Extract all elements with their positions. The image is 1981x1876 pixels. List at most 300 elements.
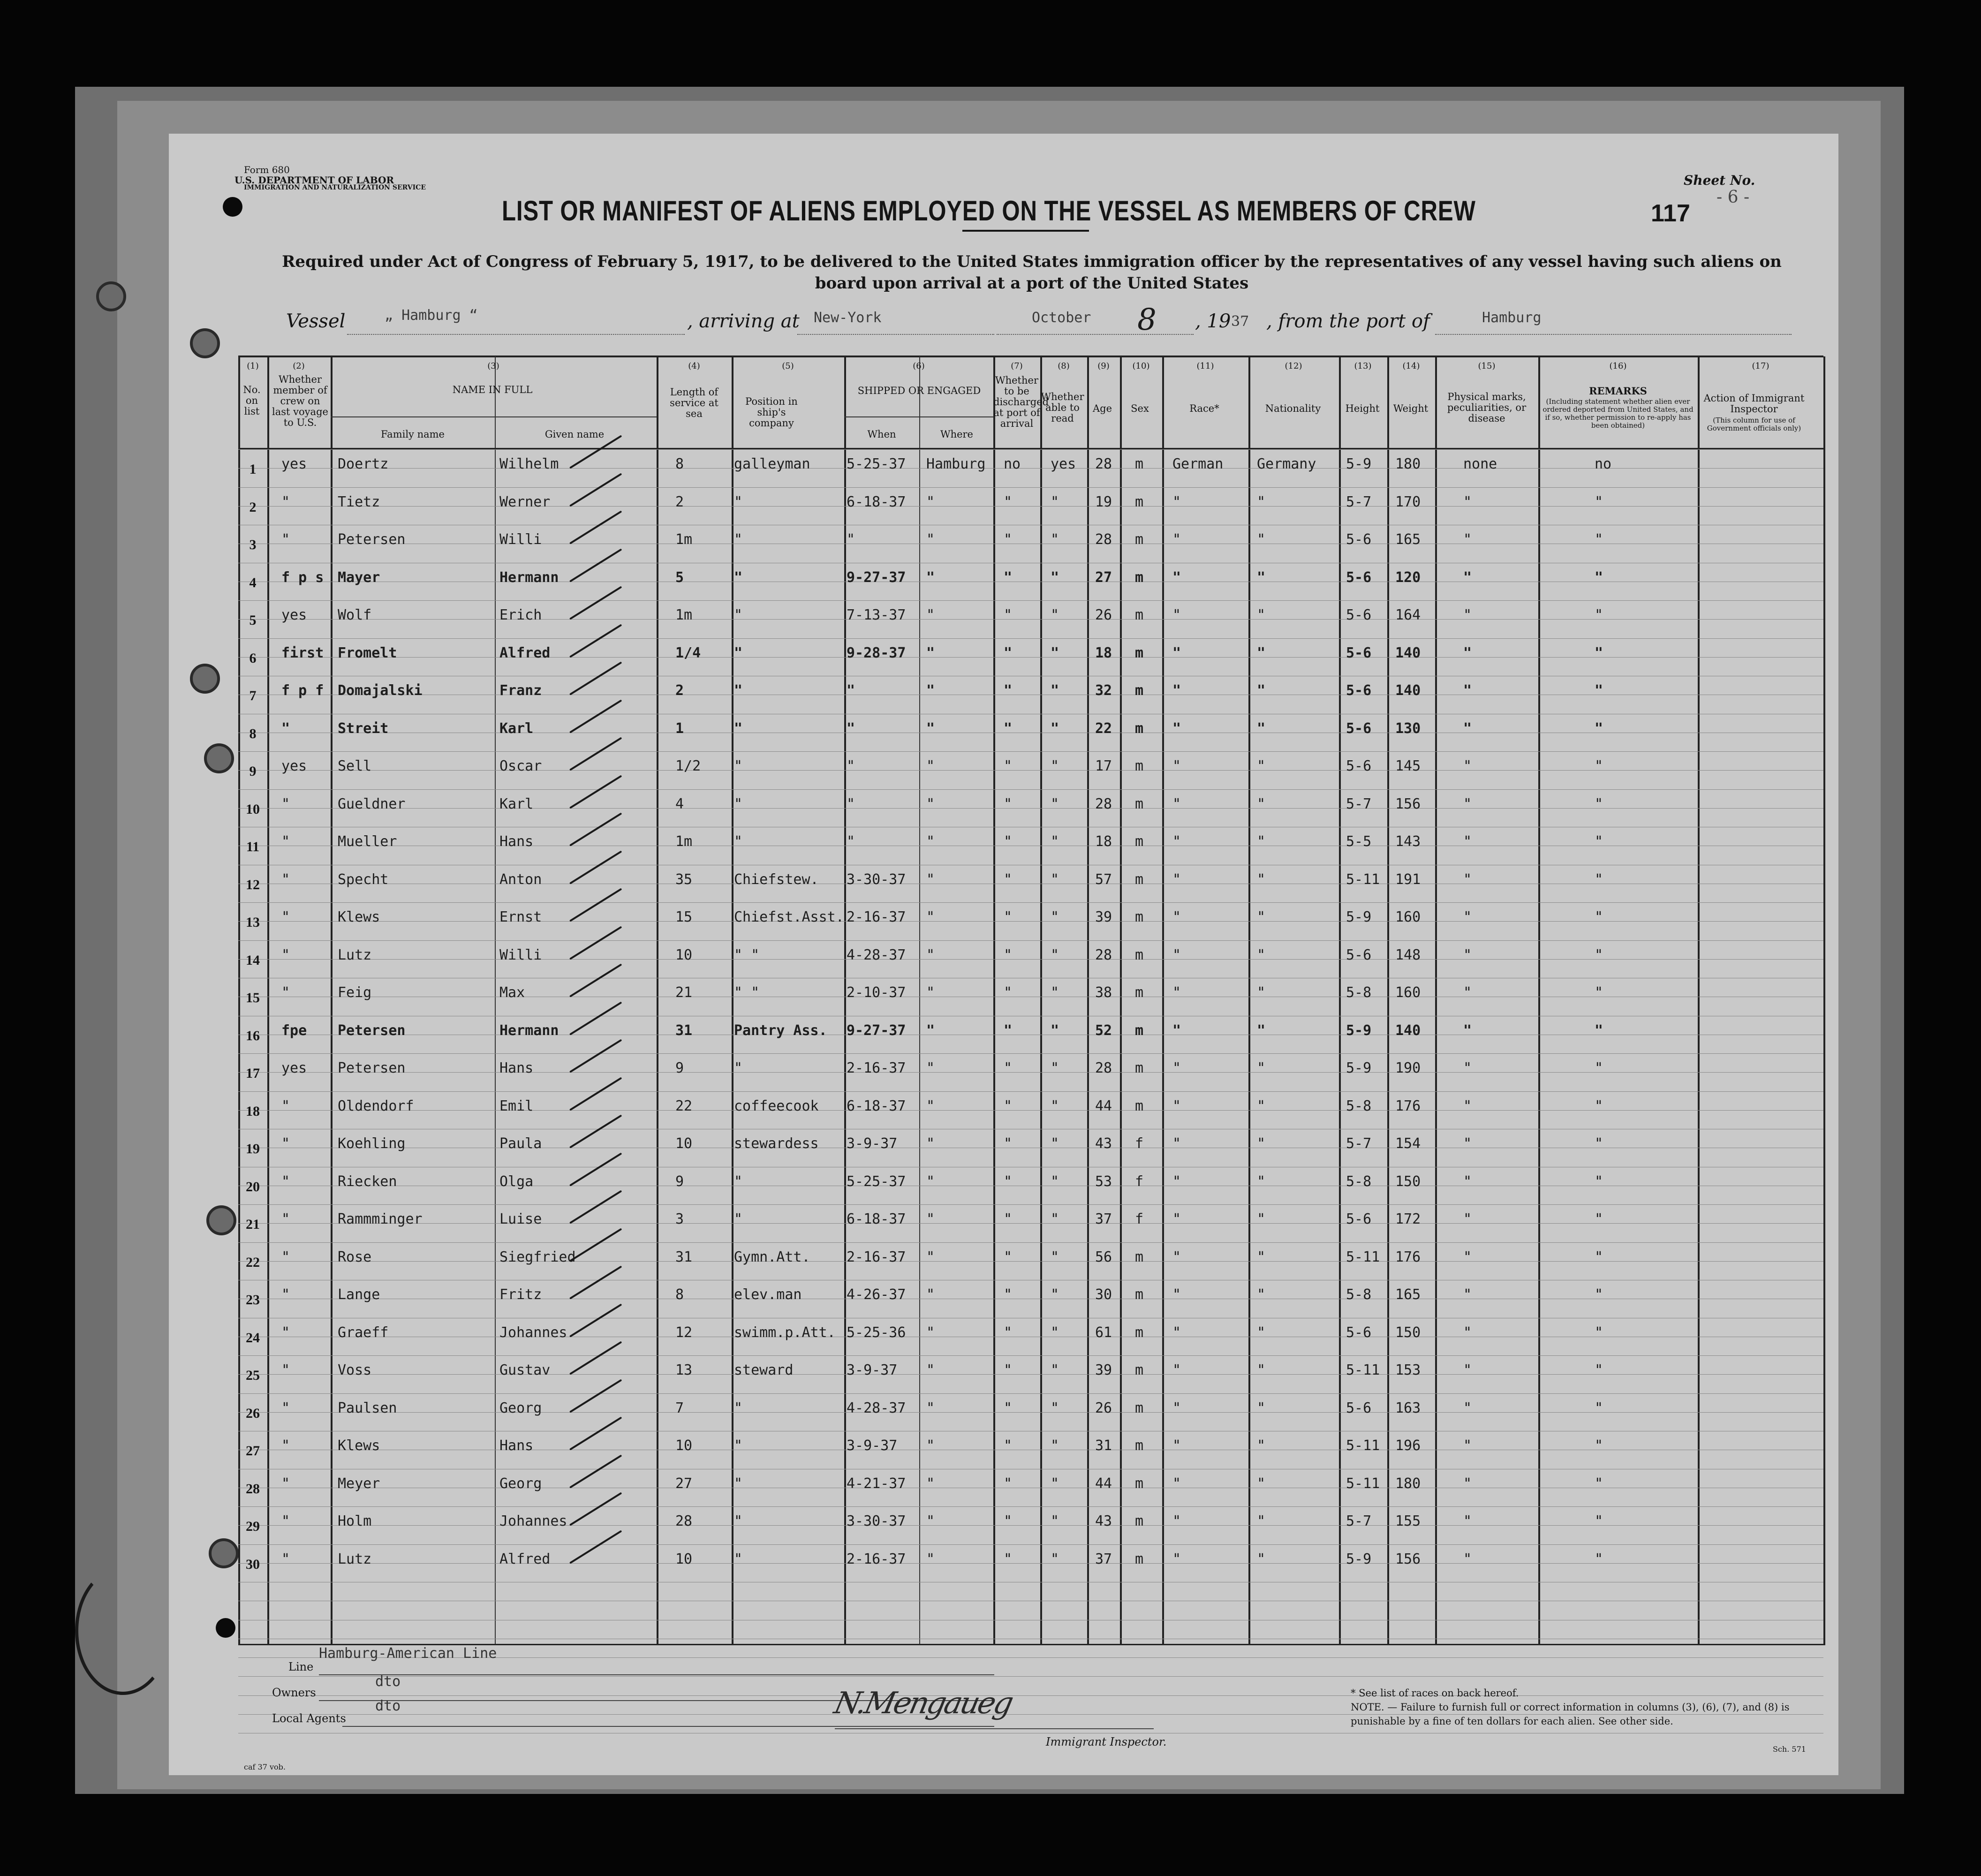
date-line bbox=[997, 334, 1194, 335]
cell-race: " bbox=[1172, 1324, 1181, 1341]
col-remarks-sub: (Including statement whether alien ever ordered deported from United States, and if so, whether permission to re-apply has been obtained) bbox=[1542, 397, 1694, 430]
cell-sex: m bbox=[1135, 1060, 1144, 1076]
cell-where: " bbox=[926, 909, 935, 925]
col-action-sub: (This column for use of Government officials only) bbox=[1707, 416, 1801, 432]
cell-height: 5-8 bbox=[1346, 1097, 1372, 1114]
cell-given: Luise bbox=[499, 1211, 542, 1227]
cell-weight: 163 bbox=[1395, 1399, 1421, 1416]
column-number: (14) bbox=[1402, 361, 1420, 371]
column-rule bbox=[1248, 356, 1250, 1645]
cell-rem: " bbox=[1595, 984, 1603, 1001]
cell-disch: " bbox=[1004, 1513, 1013, 1529]
cell-age: 32 bbox=[1095, 682, 1112, 699]
row-number: 24 bbox=[246, 1330, 260, 1346]
cell-nat: " bbox=[1257, 1475, 1266, 1492]
inspector-signature: N.Mengaueg bbox=[831, 1686, 1015, 1721]
column-rule bbox=[1040, 356, 1042, 1645]
cell-height: 5-6 bbox=[1346, 1399, 1372, 1416]
col-no-on-list: No. on list bbox=[243, 384, 261, 417]
cell-read: " bbox=[1051, 1097, 1059, 1114]
cell-phys: " bbox=[1463, 607, 1472, 623]
cell-member: " bbox=[281, 1286, 290, 1303]
cell-age: 37 bbox=[1095, 1211, 1112, 1227]
cell-sex: m bbox=[1135, 1475, 1144, 1492]
cell-height: 5-9 bbox=[1346, 456, 1372, 472]
cell-nat: Germany bbox=[1257, 456, 1316, 472]
cell-height: 5-9 bbox=[1346, 1060, 1372, 1076]
punch-hole bbox=[216, 1618, 235, 1638]
punch-hole bbox=[190, 328, 220, 358]
cell-read: " bbox=[1051, 1286, 1059, 1303]
cell-position: galleyman bbox=[734, 456, 810, 472]
cell-length: 12 bbox=[675, 1324, 693, 1341]
cell-height: 5-8 bbox=[1346, 1286, 1372, 1303]
col-where: Where bbox=[940, 429, 973, 440]
row-number: 3 bbox=[249, 537, 257, 552]
cell-where: " bbox=[926, 531, 935, 548]
cell-age: 52 bbox=[1095, 1022, 1112, 1039]
cell-sex: m bbox=[1135, 1362, 1144, 1378]
column-rule bbox=[1087, 356, 1089, 1645]
cell-given: Hermann bbox=[499, 569, 559, 586]
department: U.S. DEPARTMENT OF LABOR bbox=[234, 174, 394, 186]
column-rule bbox=[732, 356, 733, 1645]
cell-phys: " bbox=[1463, 1362, 1472, 1378]
cell-nat: " bbox=[1257, 644, 1266, 661]
cell-age: 38 bbox=[1095, 984, 1112, 1001]
cell-family: Gueldner bbox=[338, 795, 406, 812]
cell-nat: " bbox=[1257, 946, 1266, 963]
cell-race: " bbox=[1172, 758, 1181, 774]
cell-sex: f bbox=[1135, 1135, 1144, 1152]
cell-weight: 180 bbox=[1395, 456, 1421, 472]
cell-sex: m bbox=[1135, 871, 1144, 888]
cell-race: " bbox=[1172, 833, 1181, 850]
cell-rem: " bbox=[1595, 493, 1603, 510]
cell-age: 28 bbox=[1095, 795, 1112, 812]
cell-weight: 154 bbox=[1395, 1135, 1421, 1152]
cell-given: Karl bbox=[499, 720, 534, 737]
cell-weight: 180 bbox=[1395, 1475, 1421, 1492]
cell-member: yes bbox=[281, 1060, 307, 1076]
cell-disch: " bbox=[1004, 1362, 1013, 1378]
cell-length: 9 bbox=[675, 1173, 684, 1190]
cell-position: " bbox=[734, 682, 743, 699]
cell-where: " bbox=[926, 1097, 935, 1114]
cell-where: " bbox=[926, 1324, 935, 1341]
row-rule bbox=[238, 808, 1823, 809]
cell-member: " bbox=[281, 1437, 290, 1454]
cell-given: Fritz bbox=[499, 1286, 542, 1303]
cell-race: " bbox=[1172, 1022, 1181, 1039]
vessel-label: Vessel bbox=[286, 310, 346, 332]
cell-disch: " bbox=[1004, 1324, 1013, 1341]
header-sub-rule bbox=[331, 416, 657, 417]
cell-rem: " bbox=[1595, 607, 1603, 623]
cell-where: " bbox=[926, 1211, 935, 1227]
cell-member: " bbox=[281, 871, 290, 888]
cell-position: Gymn.Att. bbox=[734, 1248, 810, 1265]
cell-where: " bbox=[926, 946, 935, 963]
cell-sex: m bbox=[1135, 531, 1144, 548]
cell-height: 5-8 bbox=[1346, 984, 1372, 1001]
cell-when: 2-16-37 bbox=[847, 909, 906, 925]
row-rule bbox=[238, 1072, 1823, 1073]
punch-hole bbox=[209, 1538, 239, 1568]
cell-when: 5-25-36 bbox=[847, 1324, 906, 1341]
cell-height: 5-6 bbox=[1346, 720, 1372, 737]
cell-height: 5-11 bbox=[1346, 1475, 1380, 1492]
cell-age: 31 bbox=[1095, 1437, 1112, 1454]
cell-rem: " bbox=[1595, 1551, 1603, 1567]
cell-disch: " bbox=[1004, 871, 1013, 888]
cell-length: 1m bbox=[675, 531, 693, 548]
column-number: (6) bbox=[913, 361, 925, 371]
cell-read: " bbox=[1051, 682, 1059, 699]
cell-family: Tietz bbox=[338, 493, 380, 510]
cell-read: " bbox=[1051, 1513, 1059, 1529]
cell-where: " bbox=[926, 1362, 935, 1378]
cell-sex: m bbox=[1135, 1097, 1144, 1114]
col-age: Age bbox=[1092, 403, 1112, 414]
cell-read: " bbox=[1051, 1475, 1059, 1492]
cell-given: Werner bbox=[499, 493, 551, 510]
footnote-note: NOTE. — Failure to furnish full or correct information in columns (3), (6), (7), and (8) is punishable by a fine of ten dollars for each alien. See other side. bbox=[1351, 1702, 1790, 1727]
cell-phys: " bbox=[1463, 644, 1472, 661]
punch-hole bbox=[190, 664, 220, 694]
cell-length: 1 bbox=[675, 720, 684, 737]
cell-length: 27 bbox=[675, 1475, 693, 1492]
cell-race: " bbox=[1172, 493, 1181, 510]
cell-sex: m bbox=[1135, 984, 1144, 1001]
cell-disch: " bbox=[1004, 758, 1013, 774]
cell-height: 5-9 bbox=[1346, 909, 1372, 925]
row-number: 6 bbox=[249, 650, 257, 666]
form-number: Form 680 bbox=[244, 164, 290, 175]
cell-read: " bbox=[1051, 1324, 1059, 1341]
cell-given: Karl bbox=[499, 795, 534, 812]
cell-weight: 170 bbox=[1395, 493, 1421, 510]
cell-when: 2-16-37 bbox=[847, 1248, 906, 1265]
row-rule bbox=[238, 600, 1823, 601]
cell-position: " bbox=[734, 569, 743, 586]
cell-weight: 196 bbox=[1395, 1437, 1421, 1454]
cell-disch: " bbox=[1004, 531, 1013, 548]
cell-rem: " bbox=[1595, 1437, 1603, 1454]
cell-phys: " bbox=[1463, 569, 1472, 586]
signature-rule bbox=[835, 1728, 1154, 1729]
cell-sex: m bbox=[1135, 1399, 1144, 1416]
cell-family: Petersen bbox=[338, 1022, 406, 1039]
row-number: 12 bbox=[246, 877, 260, 893]
cell-read: " bbox=[1051, 909, 1059, 925]
cell-nat: " bbox=[1257, 1437, 1266, 1454]
cell-age: 22 bbox=[1095, 720, 1112, 737]
cell-weight: 153 bbox=[1395, 1362, 1421, 1378]
cell-race: " bbox=[1172, 1135, 1181, 1152]
footnote-race: * See list of races on back hereof. bbox=[1351, 1687, 1519, 1699]
cell-family: Streit bbox=[338, 720, 389, 737]
cell-race: German bbox=[1172, 456, 1224, 472]
cell-height: 5-6 bbox=[1346, 607, 1372, 623]
arrival-port: New-York bbox=[814, 310, 882, 326]
cell-nat: " bbox=[1257, 795, 1266, 812]
sheet-number-handwritten: - 6 - bbox=[1716, 188, 1750, 207]
cell-length: 3 bbox=[675, 1211, 684, 1227]
cell-position: " bbox=[734, 795, 743, 812]
cell-family: Lange bbox=[338, 1286, 380, 1303]
cell-read: " bbox=[1051, 1399, 1059, 1416]
agents-label: Local Agents bbox=[272, 1712, 346, 1725]
cell-age: 19 bbox=[1095, 493, 1112, 510]
row-rule bbox=[238, 1204, 1823, 1205]
cell-when: 2-16-37 bbox=[847, 1551, 906, 1567]
cell-race: " bbox=[1172, 946, 1181, 963]
schedule-number: Sch. 571 bbox=[1773, 1745, 1806, 1754]
cell-read: " bbox=[1051, 833, 1059, 850]
col-position: Position in ship's company bbox=[745, 396, 798, 429]
column-rule bbox=[1823, 356, 1825, 1645]
cell-given: Erich bbox=[499, 607, 542, 623]
cell-position: " bbox=[734, 1513, 743, 1529]
cell-read: " bbox=[1051, 1173, 1059, 1190]
row-rule bbox=[238, 468, 1823, 469]
cell-weight: 165 bbox=[1395, 1286, 1421, 1303]
column-rule bbox=[1435, 356, 1437, 1645]
arriving-label: , arriving at bbox=[687, 310, 800, 332]
cell-race: " bbox=[1172, 871, 1181, 888]
cell-family: Lutz bbox=[338, 1551, 372, 1567]
cell-nat: " bbox=[1257, 1399, 1266, 1416]
col-given-name: Given name bbox=[544, 429, 605, 440]
row-number: 19 bbox=[246, 1141, 260, 1157]
ring-mark bbox=[75, 1566, 171, 1695]
cell-race: " bbox=[1172, 1437, 1181, 1454]
cell-when: 9-28-37 bbox=[847, 644, 906, 661]
year-suffix: 37 bbox=[1231, 313, 1249, 330]
cell-race: " bbox=[1172, 607, 1181, 623]
column-rule bbox=[267, 356, 269, 1645]
cell-age: 44 bbox=[1095, 1097, 1112, 1114]
column-number: (9) bbox=[1097, 361, 1110, 371]
cell-rem: " bbox=[1595, 1248, 1603, 1265]
cell-length: 1/4 bbox=[675, 644, 701, 661]
cell-phys: " bbox=[1463, 946, 1472, 963]
cell-read: " bbox=[1051, 1437, 1059, 1454]
arrival-day: 8 bbox=[1137, 303, 1157, 337]
row-number: 21 bbox=[246, 1217, 260, 1232]
col-nationality: Nationality bbox=[1265, 403, 1321, 414]
cell-family: Rose bbox=[338, 1248, 372, 1265]
row-number: 8 bbox=[249, 726, 257, 741]
cell-when: 5-25-37 bbox=[847, 1173, 906, 1190]
title-underline bbox=[962, 230, 1089, 232]
cell-nat: " bbox=[1257, 682, 1266, 699]
row-rule bbox=[238, 1506, 1823, 1507]
cell-length: 10 bbox=[675, 1437, 693, 1454]
cell-read: " bbox=[1051, 1362, 1059, 1378]
cell-member: " bbox=[281, 1211, 290, 1227]
cell-member: yes bbox=[281, 758, 307, 774]
cell-disch: " bbox=[1004, 833, 1013, 850]
cell-disch: " bbox=[1004, 1135, 1013, 1152]
row-number: 26 bbox=[246, 1405, 260, 1421]
cell-age: 61 bbox=[1095, 1324, 1112, 1341]
cell-age: 18 bbox=[1095, 833, 1112, 850]
cell-position: " bbox=[734, 1173, 743, 1190]
cell-family: Voss bbox=[338, 1362, 372, 1378]
cell-height: 5-6 bbox=[1346, 644, 1372, 661]
cell-rem: " bbox=[1595, 1513, 1603, 1529]
column-number: (4) bbox=[688, 361, 700, 371]
cell-member: " bbox=[281, 493, 290, 510]
vessel-line bbox=[347, 334, 685, 335]
cell-disch: " bbox=[1004, 569, 1013, 586]
column-number: (13) bbox=[1354, 361, 1372, 371]
cell-disch: " bbox=[1004, 946, 1013, 963]
column-number: (17) bbox=[1752, 361, 1769, 371]
cell-sex: m bbox=[1135, 909, 1144, 925]
cell-when: 7-13-37 bbox=[847, 607, 906, 623]
cell-rem: " bbox=[1595, 720, 1603, 737]
cell-race: " bbox=[1172, 1551, 1181, 1567]
agents-value: dto bbox=[375, 1698, 401, 1714]
cell-sex: m bbox=[1135, 1286, 1144, 1303]
cell-family: Mayer bbox=[338, 569, 380, 586]
cell-sex: f bbox=[1135, 1173, 1144, 1190]
cell-phys: " bbox=[1463, 1097, 1472, 1114]
from-port-line bbox=[1435, 334, 1792, 335]
cell-age: 43 bbox=[1095, 1135, 1112, 1152]
row-rule bbox=[238, 1355, 1823, 1356]
cell-sex: m bbox=[1135, 833, 1144, 850]
cell-when: 6-18-37 bbox=[847, 1211, 906, 1227]
cell-weight: 156 bbox=[1395, 795, 1421, 812]
column-rule bbox=[1120, 356, 1122, 1645]
cell-race: " bbox=[1172, 984, 1181, 1001]
col-weight: Weight bbox=[1393, 403, 1429, 414]
cell-rem: " bbox=[1595, 569, 1603, 586]
cell-sex: m bbox=[1135, 946, 1144, 963]
cell-family: Petersen bbox=[338, 1060, 406, 1076]
cell-given: Gustav bbox=[499, 1362, 551, 1378]
cell-sex: m bbox=[1135, 1513, 1144, 1529]
column-number: (11) bbox=[1196, 361, 1214, 371]
row-number: 5 bbox=[249, 613, 257, 628]
cell-length: 15 bbox=[675, 909, 693, 925]
cell-nat: " bbox=[1257, 1211, 1266, 1227]
cell-race: " bbox=[1172, 720, 1181, 737]
row-rule bbox=[238, 1110, 1823, 1111]
cell-where: " bbox=[926, 758, 935, 774]
column-number: (7) bbox=[1011, 361, 1023, 371]
cell-race: " bbox=[1172, 1399, 1181, 1416]
cell-nat: " bbox=[1257, 493, 1266, 510]
column-rule bbox=[1162, 356, 1164, 1645]
cell-read: " bbox=[1051, 1248, 1059, 1265]
cell-phys: " bbox=[1463, 1248, 1472, 1265]
cell-given: Anton bbox=[499, 871, 542, 888]
cell-where: " bbox=[926, 1475, 935, 1492]
cell-given: Alfred bbox=[499, 1551, 551, 1567]
cell-given: Hermann bbox=[499, 1022, 559, 1039]
row-rule bbox=[238, 1676, 1823, 1677]
row-number: 25 bbox=[246, 1368, 260, 1383]
cell-when: " bbox=[847, 720, 855, 737]
owners-value: dto bbox=[375, 1673, 401, 1690]
cell-given: Willi bbox=[499, 946, 542, 963]
cell-phys: " bbox=[1463, 682, 1472, 699]
row-number: 7 bbox=[249, 688, 257, 704]
column-rule bbox=[1387, 356, 1389, 1645]
cell-family: Koehling bbox=[338, 1135, 406, 1152]
punch-hole bbox=[96, 281, 126, 311]
cell-family: Holm bbox=[338, 1513, 372, 1529]
cell-rem: " bbox=[1595, 1475, 1603, 1492]
cell-nat: " bbox=[1257, 1173, 1266, 1190]
cell-position: " bbox=[734, 833, 743, 850]
cell-where: " bbox=[926, 984, 935, 1001]
cell-when: 6-18-37 bbox=[847, 1097, 906, 1114]
row-rule bbox=[238, 1261, 1823, 1262]
cell-weight: 160 bbox=[1395, 984, 1421, 1001]
cell-height: 5-7 bbox=[1346, 1135, 1372, 1152]
cell-phys: " bbox=[1463, 1060, 1472, 1076]
cell-phys: " bbox=[1463, 720, 1472, 737]
cell-weight: 191 bbox=[1395, 871, 1421, 888]
cell-family: Riecken bbox=[338, 1173, 397, 1190]
footnote bbox=[1351, 1686, 1801, 1728]
column-number: (15) bbox=[1478, 361, 1496, 371]
cell-nat: " bbox=[1257, 1324, 1266, 1341]
cell-sex: m bbox=[1135, 795, 1144, 812]
cell-disch: " bbox=[1004, 1060, 1013, 1076]
from-port: Hamburg bbox=[1482, 310, 1542, 326]
cell-member: " bbox=[281, 1097, 290, 1114]
cell-disch: " bbox=[1004, 909, 1013, 925]
cell-weight: 150 bbox=[1395, 1173, 1421, 1190]
row-number: 2 bbox=[249, 499, 257, 515]
cell-sex: m bbox=[1135, 569, 1144, 586]
column-rule bbox=[844, 356, 846, 1645]
cell-nat: " bbox=[1257, 720, 1266, 737]
cell-where: " bbox=[926, 493, 935, 510]
row-rule bbox=[238, 1091, 1823, 1092]
cell-where: " bbox=[926, 1248, 935, 1265]
cell-position: " bbox=[734, 644, 743, 661]
cell-weight: 172 bbox=[1395, 1211, 1421, 1227]
cell-height: 5-11 bbox=[1346, 871, 1380, 888]
cell-position: " bbox=[734, 1060, 743, 1076]
column-rule bbox=[657, 356, 658, 1645]
cell-disch: " bbox=[1004, 1286, 1013, 1303]
cell-disch: " bbox=[1004, 1551, 1013, 1567]
cell-family: Feig bbox=[338, 984, 372, 1001]
cell-given: Georg bbox=[499, 1399, 542, 1416]
cell-where: " bbox=[926, 1437, 935, 1454]
cell-position: " " bbox=[734, 946, 760, 963]
cell-given: Oscar bbox=[499, 758, 542, 774]
row-number: 18 bbox=[246, 1103, 260, 1119]
cell-nat: " bbox=[1257, 984, 1266, 1001]
cell-phys: " bbox=[1463, 1135, 1472, 1152]
cell-height: 5-11 bbox=[1346, 1248, 1380, 1265]
cell-given: Siegfried bbox=[499, 1248, 576, 1265]
cell-length: 1m bbox=[675, 833, 693, 850]
cell-race: " bbox=[1172, 531, 1181, 548]
cell-read: " bbox=[1051, 720, 1059, 737]
line-value: Hamburg-American Line bbox=[319, 1645, 497, 1662]
